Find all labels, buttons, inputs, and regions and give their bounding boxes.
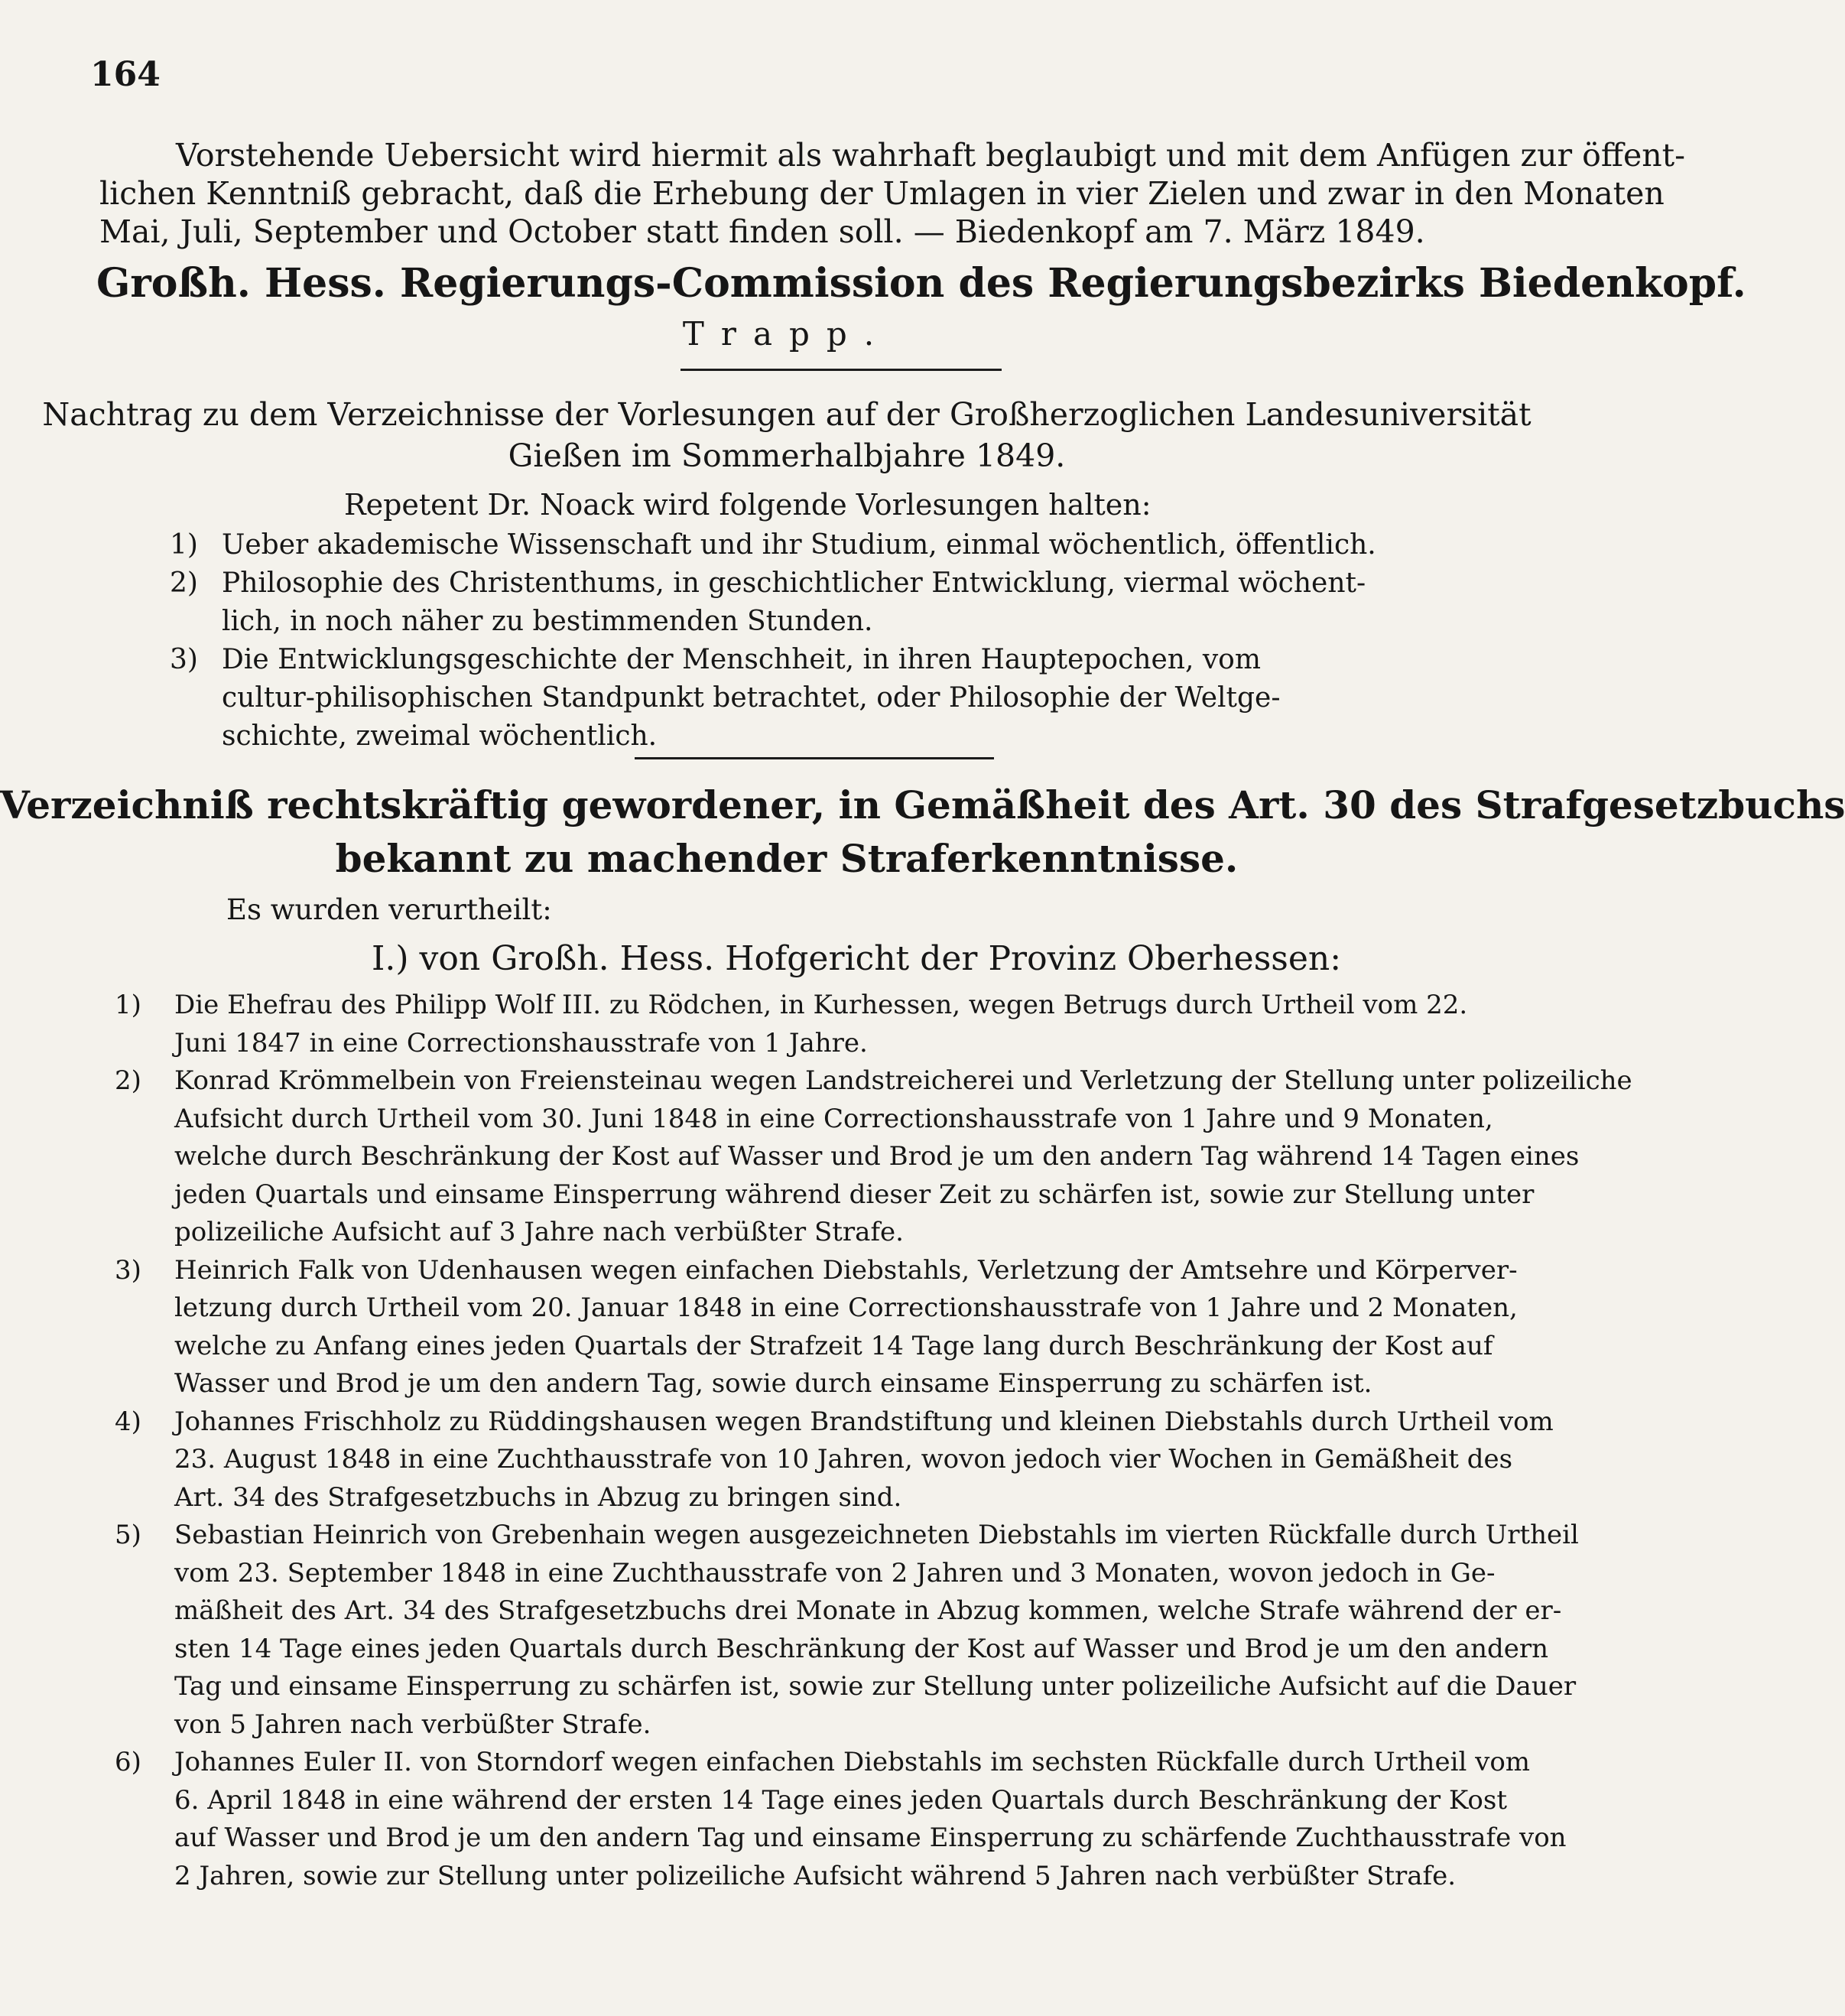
lecture-text: lich, in noch näher zu bestimmenden Stunden. [222,606,873,637]
verzeichnis-line: bekannt zu machender Straferkenntnisse. [335,836,1239,881]
verdict-text: von 5 Jahren nach verbüßter Strafe. [174,1709,651,1740]
nachtrag-line: Nachtrag zu dem Verzeichnisse der Vorlesungen auf der Großherzoglichen Landesuniversität [42,396,1532,433]
verdict-text: Sebastian Heinrich von Grebenhain wegen ausgezeichneten Diebstahls im vierten Rückfalle durch Urtheil [174,1520,1579,1550]
verdict-item [115,1517,1632,1555]
verdict-text: sten 14 Tage eines jeden Quartals durch Beschränkung der Kost auf Wasser und Brod je um den andern [174,1633,1549,1664]
verdict-item [115,987,1632,1025]
verdict-text: Juni 1847 in eine Correctionshausstrafe von 1 Jahre. [174,1027,868,1058]
lecture-text: Philosophie des Christenthums, in geschichtlicher Entwicklung, viermal wöchent- [222,567,1366,599]
lecture-text: schichte, zweimal wöchentlich. [222,720,658,752]
verdict-item [115,1252,1632,1290]
verdict-text: Konrad Krömmelbein von Freiensteinau wegen Landstreicherei und Verletzung der Stellung unter polizeiliche [174,1065,1632,1096]
es-wurden-line: Es wurden verurtheilt: [226,893,552,926]
lecture-item [170,564,1376,603]
verzeichnis-heading [0,779,1845,886]
lecture-item [170,641,1376,679]
issuing-office: Großh. Hess. Regierungs-Commission des Regierungsbezirks Biedenkopf. [96,260,1746,307]
verdict-text: welche durch Beschränkung der Kost auf Wasser und Brod je um den andern Tag während 14 Tagen eines [174,1141,1580,1172]
verdict-item [115,1403,1632,1442]
verdict-text: auf Wasser und Brod je um den andern Tag und einsame Einsperrung zu schärfende Zuchthausstrafe von [174,1823,1567,1853]
intro-paragraph [99,136,1685,251]
verdict-number: 4) [115,1406,141,1437]
verdict-text: Johannes Frischholz zu Rüddingshausen wegen Brandstiftung und kleinen Diebstahls durch Urtheil vom [174,1406,1554,1437]
verdict-number: 2) [115,1065,141,1096]
intro-line: Vorstehende Uebersicht wird hiermit als wahrhaft beglaubigt und mit dem Anfügen zur öffent- [176,137,1685,174]
verdict-text: vom 23. September 1848 in eine Zuchthausstrafe von 2 Jahren und 3 Monaten, wovon jedoch in Ge- [174,1557,1496,1588]
verdict-text: Johannes Euler II. von Storndorf wegen einfachen Diebstahls im sechsten Rückfalle durch Urtheil vom [174,1747,1531,1777]
lecture-text: Ueber akademische Wissenschaft und ihr Studium, einmal wöchentlich, öffentlich. [222,529,1376,561]
verdict-text: Die Ehefrau des Philipp Wolf III. zu Rödchen, in Kurhessen, wegen Betrugs durch Urtheil vom 22. [174,990,1468,1020]
verdict-text: 23. August 1848 in eine Zuchthausstrafe von 10 Jahren, wovon jedoch vier Wochen in Gemäßheit des [174,1444,1513,1475]
verdict-text: Art. 34 des Strafgesetzbuchs in Abzug zu bringen sind. [174,1481,902,1513]
intro-line: Mai, Juli, September und October statt finden soll. — Biedenkopf am 7. März 1849. [99,213,1425,250]
lecture-text: cultur-philisophischen Standpunkt betrachtet, oder Philosophie der Weltge- [222,682,1281,714]
verdict-text: welche zu Anfang eines jeden Quartals der Strafzeit 14 Tage lang durch Beschränkung der Kost auf [174,1330,1493,1361]
verdict-item [115,1062,1632,1101]
verdict-text: letzung durch Urtheil vom 20. Januar 1848 in eine Correctionshausstrafe von 1 Jahre und 2 Monaten, [174,1293,1518,1323]
verdict-text: Heinrich Falk von Udenhausen wegen einfachen Diebstahls, Verletzung der Amtsehre und Körperver- [174,1254,1518,1286]
verdict-number: 1) [115,990,141,1020]
verdict-text: Aufsicht durch Urtheil vom 30. Juni 1848 in eine Correctionshausstrafe von 1 Jahre und 9 Monaten, [174,1103,1493,1134]
verdict-item [115,1744,1632,1782]
lecture-number: 3) [170,644,198,675]
intro-line: lichen Kenntniß gebracht, daß die Erhebung der Umlagen in vier Zielen und zwar in den Monaten [99,175,1665,212]
verdict-text: Wasser und Brod je um den andern Tag, sowie durch einsame Einsperrung zu schärfen ist. [174,1368,1372,1399]
court-heading: I.) von Großh. Hess. Hofgericht der Provinz Oberhessen: [372,939,1342,978]
verdict-text: polizeiliche Aufsicht auf 3 Jahre nach verbüßter Strafe. [174,1217,904,1247]
nachtrag-heading [0,394,1574,476]
verdict-number: 5) [115,1520,141,1550]
verdict-text: Tag und einsame Einsperrung zu schärfen ist, sowie zur Stellung unter polizeiliche Aufsicht auf die Dauer [174,1671,1577,1702]
divider [635,757,994,759]
lecture-item [170,526,1376,564]
lecture-text: Die Entwicklungsgeschichte der Menschheit, in ihren Hauptepochen, vom [222,644,1261,675]
verdict-text: 6. April 1848 in eine während der ersten 14 Tage eines jeden Quartals durch Beschränkung der Kost [174,1784,1507,1816]
verdict-text: 2 Jahren, sowie zur Stellung unter polizeiliche Aufsicht während 5 Jahren nach verbüßter Strafe. [174,1860,1457,1891]
lecture-list [170,526,1376,756]
repetent-line: Repetent Dr. Noack wird folgende Vorlesungen halten: [344,488,1152,522]
verzeichnis-line: Verzeichniß rechtskräftig gewordener, in Gemäßheit des Art. 30 des Strafgesetzbuchs [0,782,1845,828]
nachtrag-line: Gießen im Sommerhalbjahre 1849. [508,437,1066,474]
verdict-text: jeden Quartals und einsame Einsperrung während dieser Zeit zu schärfen ist, sowie zur Stellung unter [174,1179,1535,1210]
signature: Trapp. [682,315,892,353]
verdict-text: mäßheit des Art. 34 des Strafgesetzbuchs drei Monate in Abzug kommen, welche Strafe während der er- [174,1595,1562,1626]
verdict-number: 6) [115,1747,141,1777]
page-number: 164 [90,55,161,94]
verdict-list [115,987,1632,1895]
lecture-number: 2) [170,567,198,599]
divider [681,369,1002,371]
lecture-number: 1) [170,529,198,561]
verdict-number: 3) [115,1254,141,1286]
